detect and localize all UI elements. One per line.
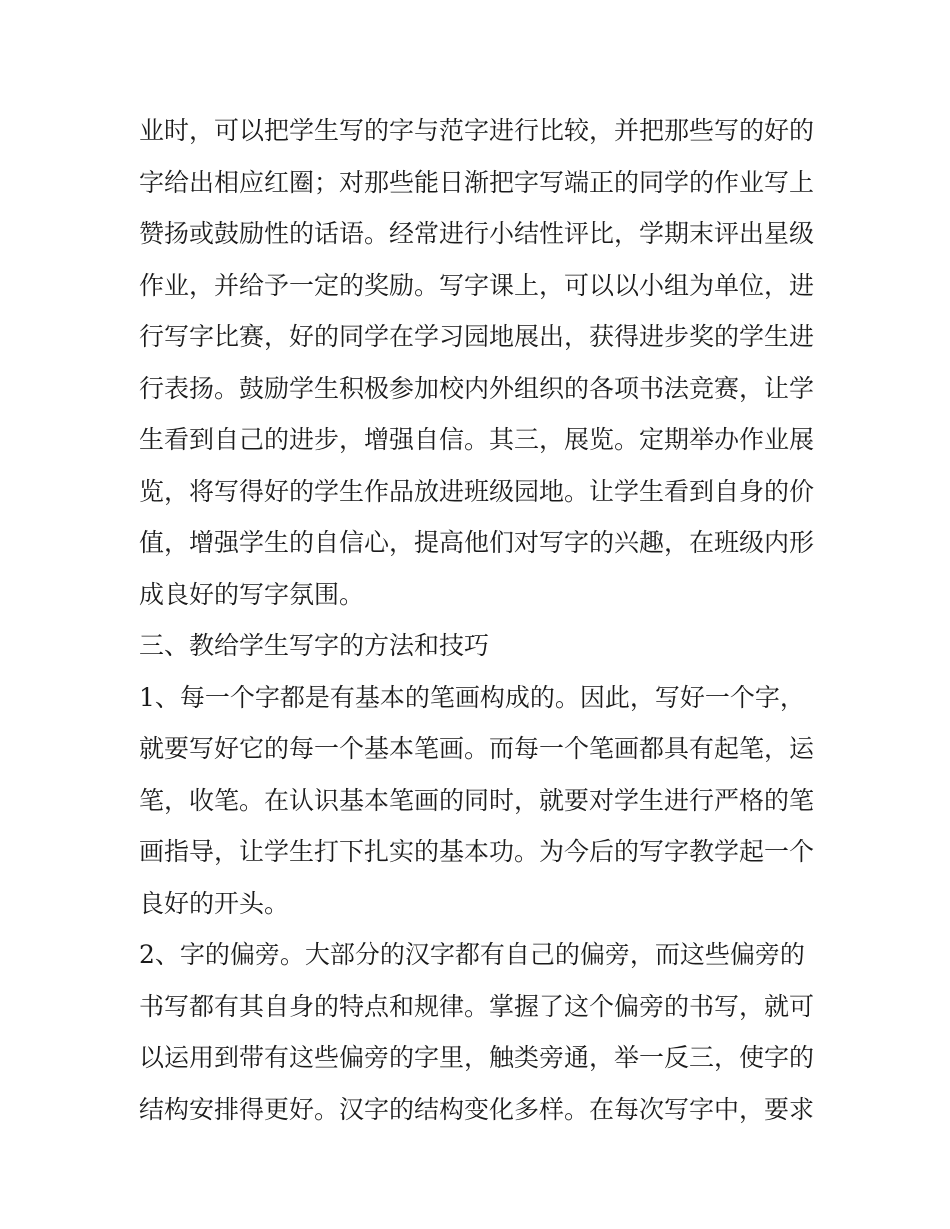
text-line: 以运用到带有这些偏旁的字里，触类旁通，举一反三，使字的: [139, 1043, 815, 1072]
text-line: 览，将写得好的学生作品放进班级园地。让学生看到自身的价: [139, 476, 815, 506]
text-line: 生看到自己的进步，增强自信。其三，展览。定期举办作业展: [139, 425, 815, 454]
text-line: 行表扬。鼓励学生积极参加校内外组织的各项书法竞赛，让学: [139, 373, 815, 403]
text-line: 书写都有其自身的特点和规律。掌握了这个偏旁的书写，就可: [139, 991, 815, 1021]
text-line: 笔，收笔。在认识基本笔画的同时，就要对学生进行严格的笔: [139, 785, 815, 815]
document-body: [139, 105, 814, 1135]
text-line: 良好的开头。: [139, 888, 290, 918]
text-line: 成良好的写字氛围。: [139, 579, 365, 609]
text-line: 值，增强学生的自信心，提高他们对写字的兴趣，在班级内形: [139, 528, 815, 557]
text-line: 行写字比赛，好的同学在学习园地展出，获得进步奖的学生进: [139, 322, 815, 351]
text-line: 业时，可以把学生写的字与范字进行比较，并把那些写的好的: [139, 116, 815, 145]
text-line: 作业，并给予一定的奖励。写字课上，可以以小组为单位，进: [139, 270, 815, 300]
text-line: 结构安排得更好。汉字的结构变化多样。在每次写字中，要求: [139, 1094, 815, 1124]
text-line: 就要写好它的每一个基本笔画。而每一个笔画都具有起笔，运: [139, 734, 815, 763]
section-heading: 三、教给学生写字的方法和技巧: [139, 631, 490, 660]
text-line: 赞扬或鼓励性的话语。经常进行小结性评比，学期末评出星级: [139, 219, 815, 248]
text-line: 1、每一个字都是有基本的笔画构成的。因此，写好一个字，: [139, 682, 805, 712]
text-line: 画指导，让学生打下扎实的基本功。为今后的写字教学起一个: [139, 837, 815, 866]
text-line: 字给出相应红圈；对那些能日渐把字写端正的同学的作业写上: [139, 167, 815, 197]
text-line: 2、字的偏旁。大部分的汉字都有自己的偏旁，而这些偏旁的: [139, 940, 805, 969]
